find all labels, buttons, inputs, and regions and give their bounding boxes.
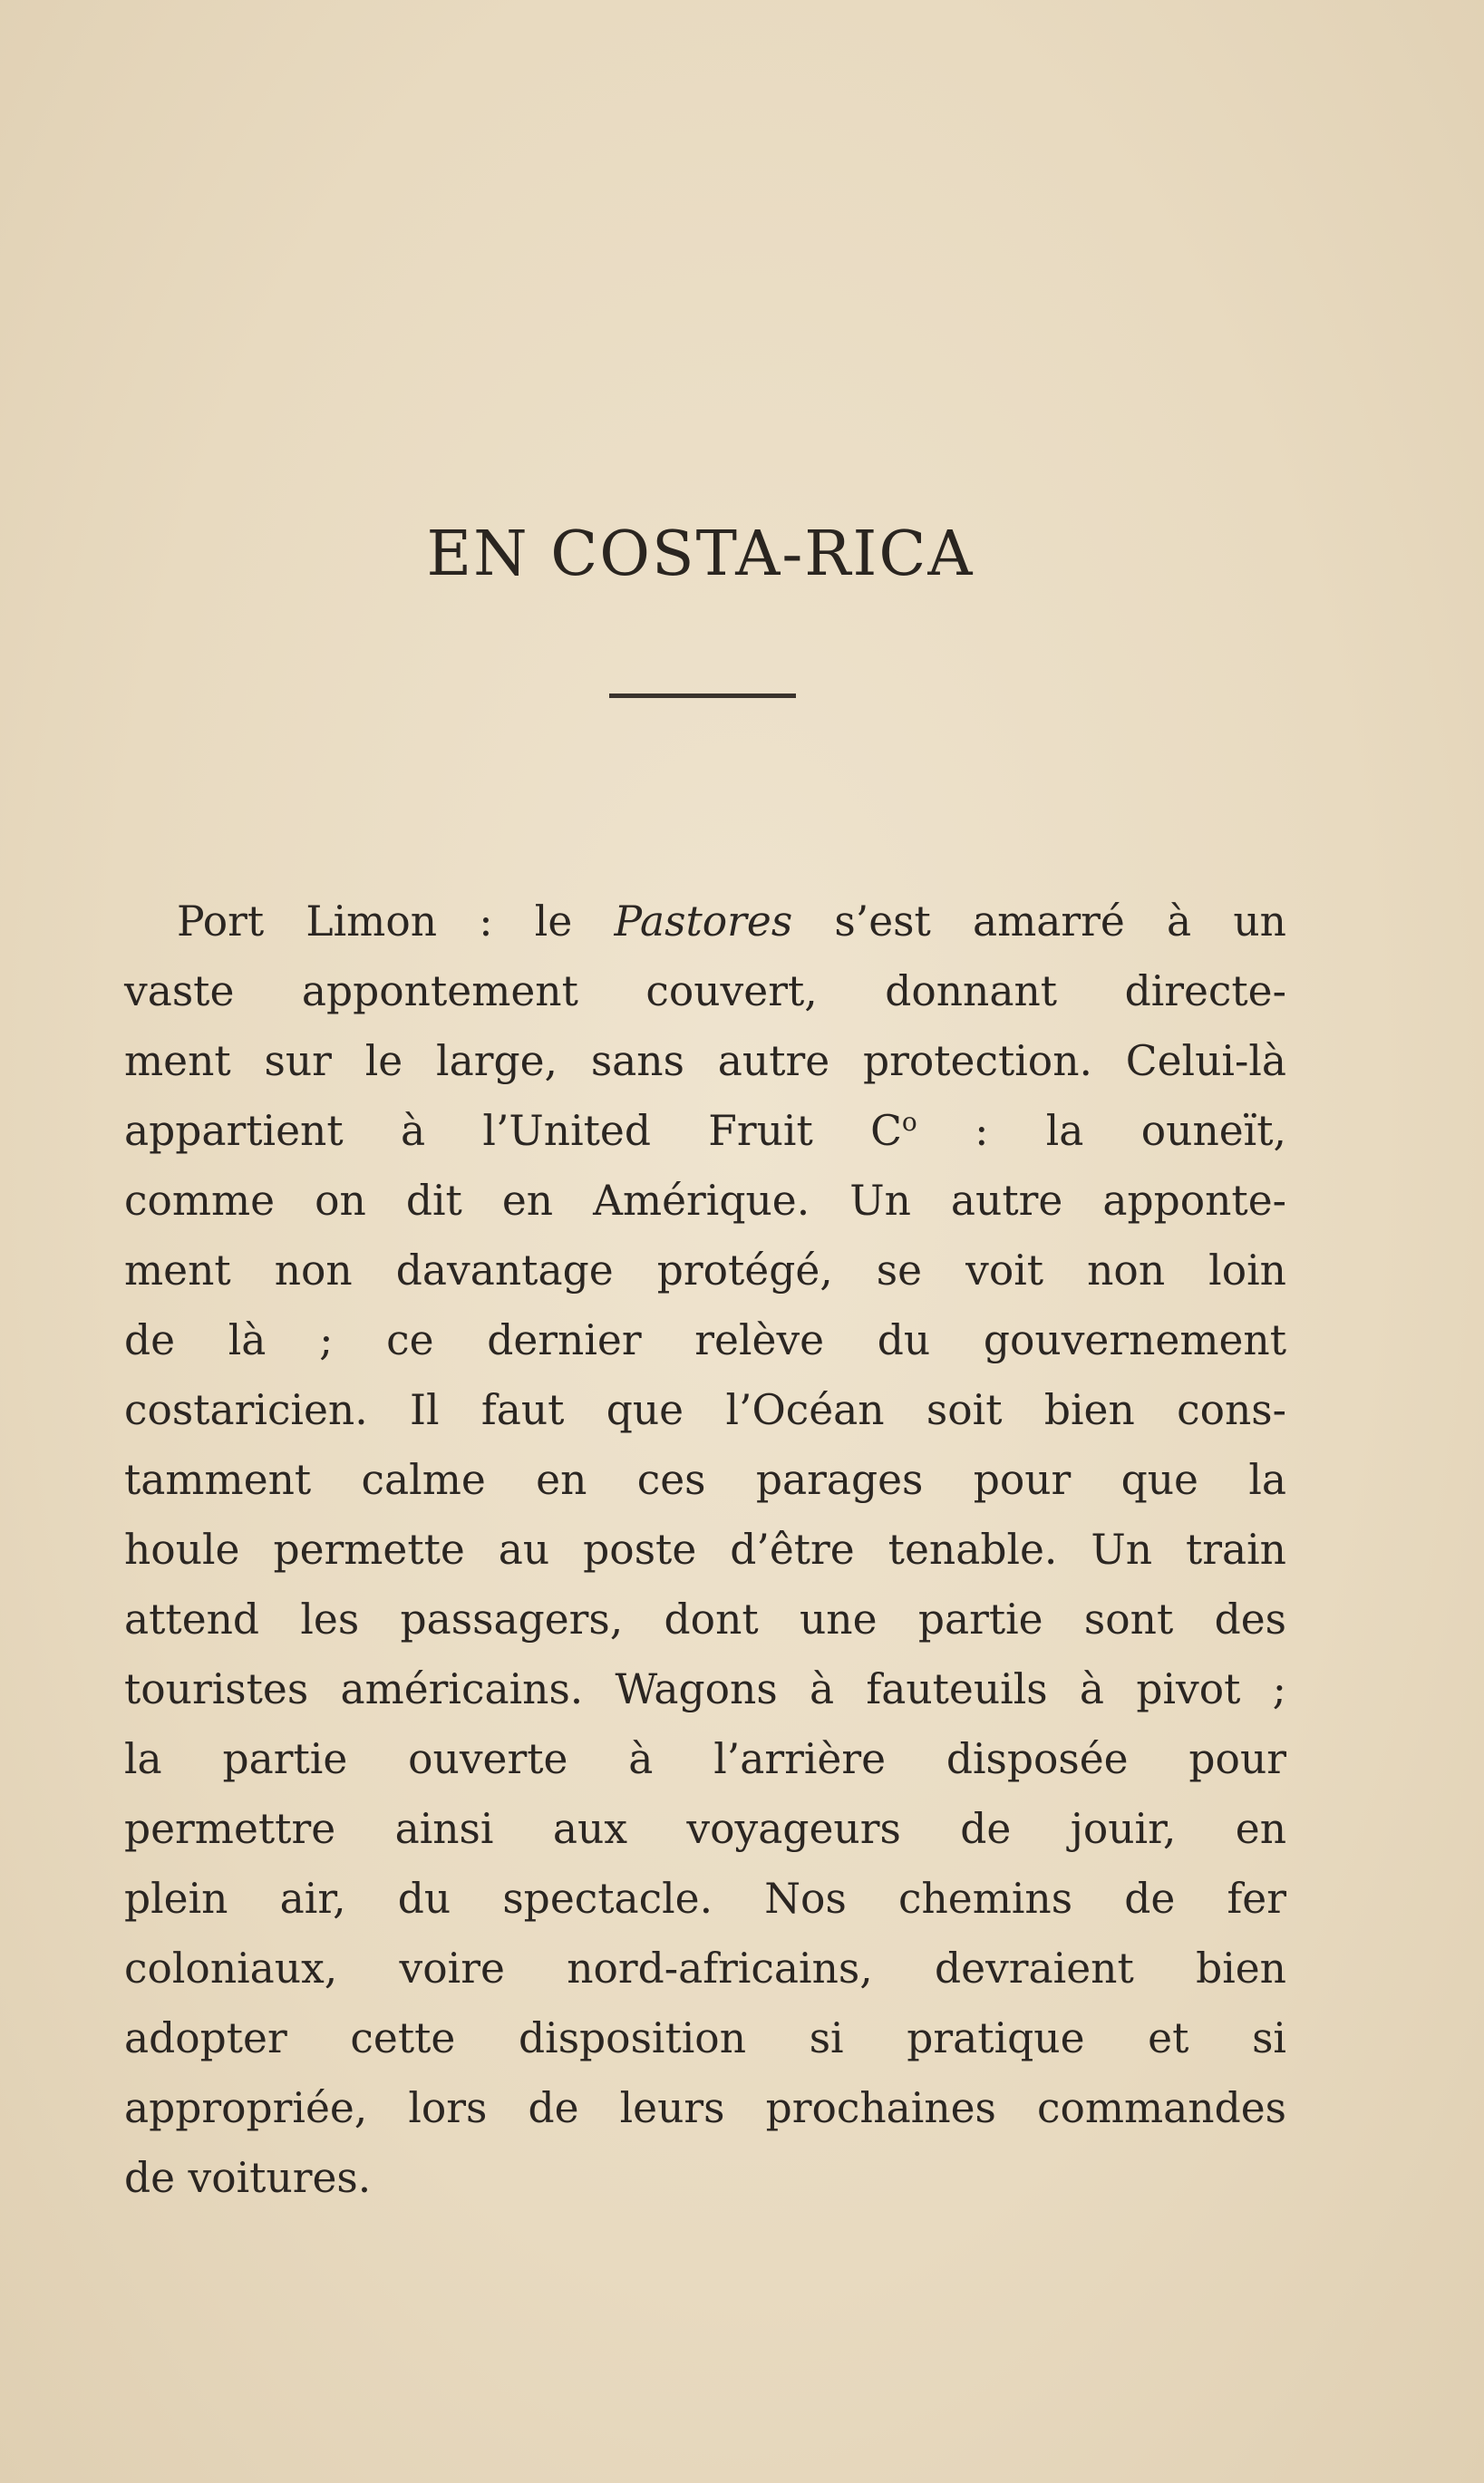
text-line: adopter cette disposition si pratique et si bbox=[124, 2014, 1286, 2062]
chapter-title: EN COSTA-RICA bbox=[426, 519, 975, 590]
text-line: permettre ainsi aux voyageurs de jouir, en bbox=[124, 1805, 1286, 1853]
text-line: ment sur le large, sans autre protection. Celui-là bbox=[124, 1037, 1286, 1085]
text-line: la partie ouverte à l’arrière disposée pour bbox=[124, 1735, 1286, 1783]
text-line bbox=[124, 1096, 1286, 1166]
text-line: tamment calme en ces parages pour que la bbox=[124, 1456, 1286, 1504]
text-line: costaricien. Il faut que l’Océan soit bien cons- bbox=[124, 1386, 1286, 1434]
body-paragraph bbox=[124, 887, 1286, 2213]
text-line: comme on dit en Amérique. Un autre apponte- bbox=[124, 1177, 1286, 1225]
text-line: attend les passagers, dont une partie sont des bbox=[124, 1596, 1286, 1644]
text-segment: s’est amarré à un bbox=[792, 897, 1286, 946]
text-line: plein air, du spectacle. Nos chemins de fer bbox=[124, 1875, 1286, 1923]
text-segment: Port Limon : le bbox=[177, 897, 615, 946]
text-line: vaste appontement couvert, donnant directe- bbox=[124, 967, 1286, 1015]
text-line: de là ; ce dernier relève du gouvernement bbox=[124, 1316, 1286, 1364]
title-divider bbox=[609, 693, 796, 698]
text-line bbox=[124, 887, 1286, 956]
text-line: touristes américains. Wagons à fauteuils à pivot ; bbox=[124, 1665, 1286, 1713]
text-line: houle permette au poste d’être tenable. Un train bbox=[124, 1526, 1286, 1574]
text-segment: appartient à l’United Fruit C bbox=[124, 1107, 902, 1155]
text-line: appropriée, lors de leurs prochaines commandes bbox=[124, 2084, 1286, 2132]
text-line: ment non davantage protégé, se voit non loin bbox=[124, 1246, 1286, 1295]
text-segment: : la ouneït, bbox=[917, 1107, 1286, 1155]
ship-name: Pastores bbox=[614, 897, 793, 946]
superscript: o bbox=[901, 1107, 917, 1137]
text-line: coloniaux, voire nord-africains, devraient bien bbox=[124, 1945, 1286, 1993]
text-line: de voitures. bbox=[124, 2154, 372, 2202]
